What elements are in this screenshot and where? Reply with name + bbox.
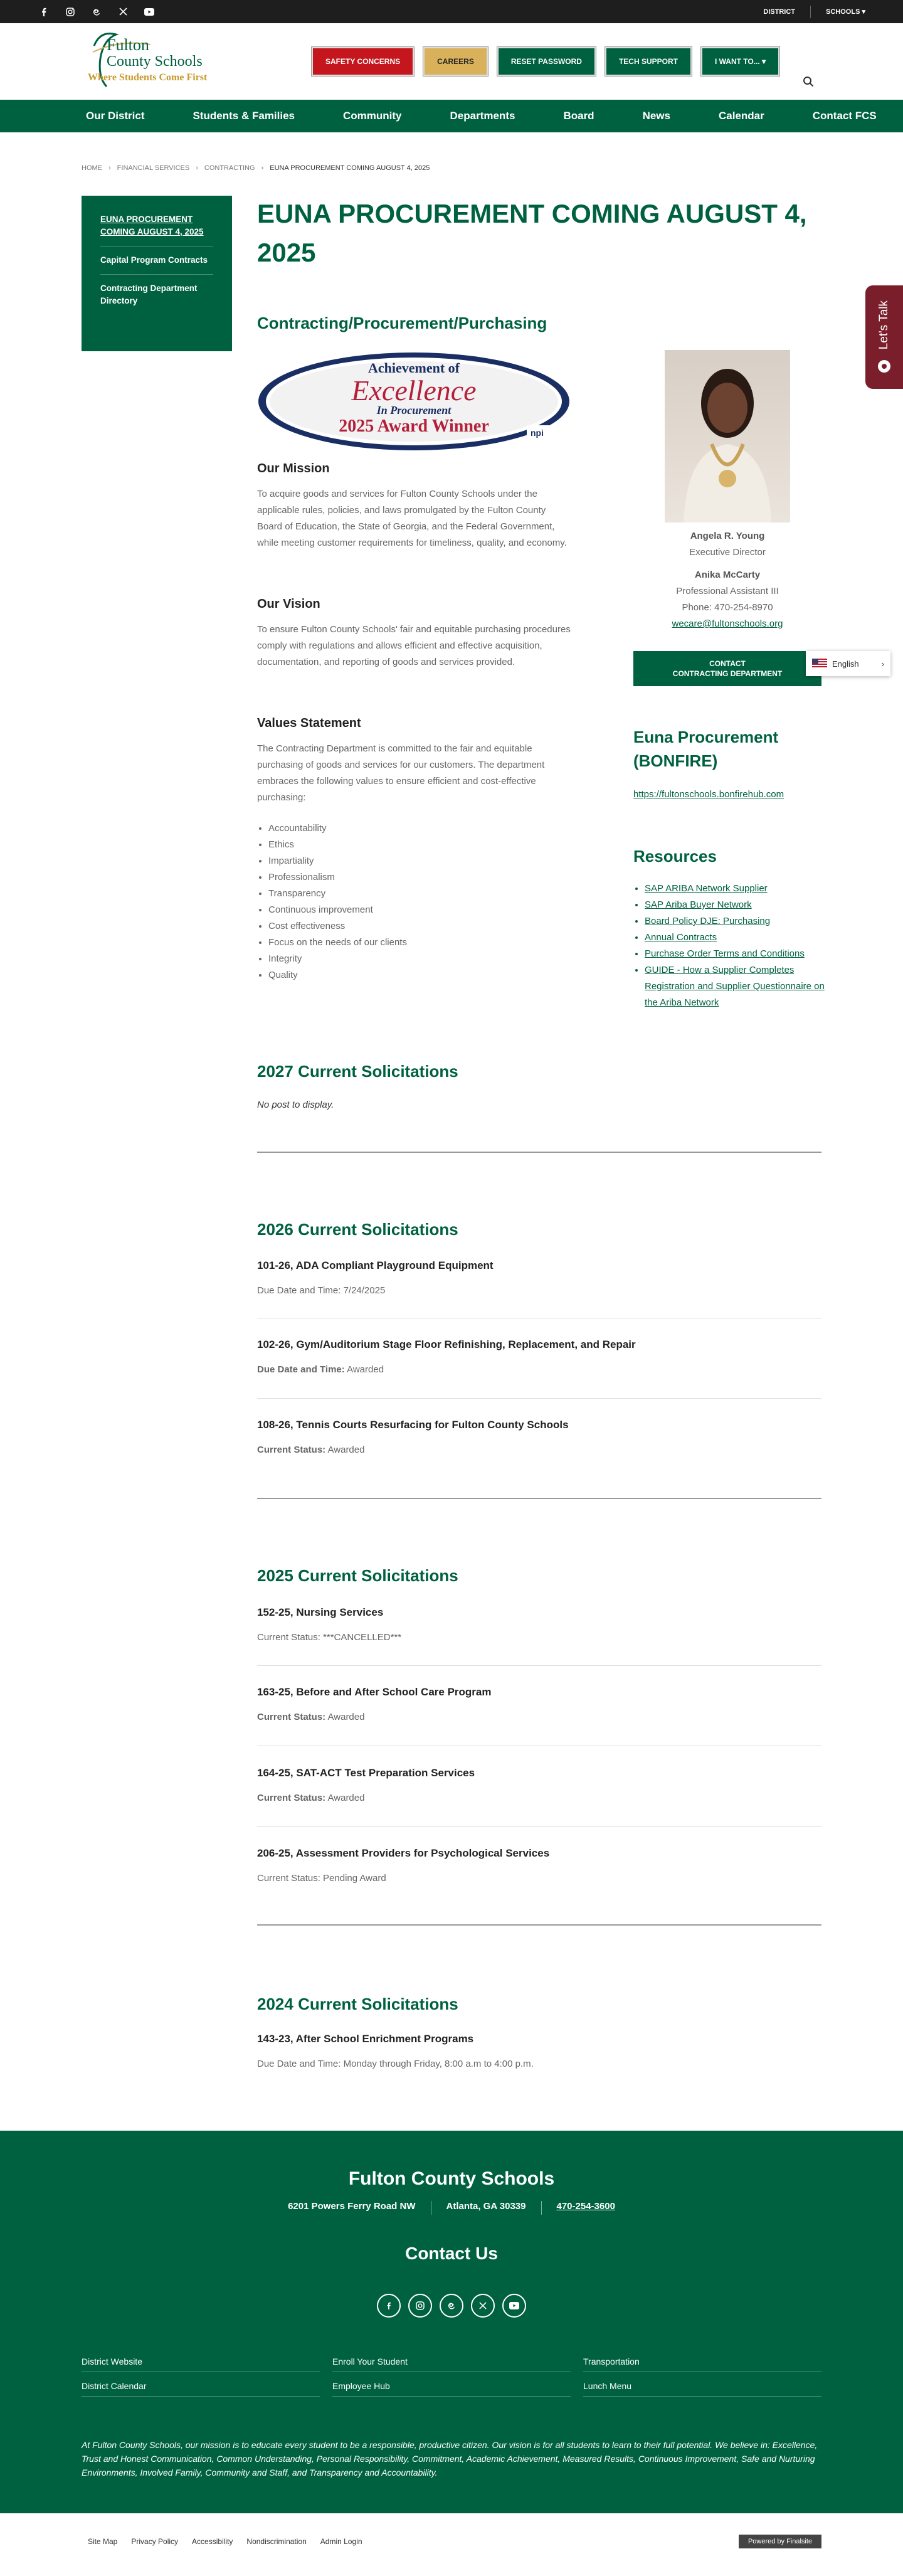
i-want-to-dropdown[interactable]: I WANT TO... ▾ — [701, 47, 779, 76]
solicitation-status: Due Date and Time: 7/24/2025 — [257, 1285, 386, 1296]
lets-talk-label: Let's Talk — [877, 300, 890, 350]
list-item: • Continuous improvement — [268, 902, 407, 918]
solicitation-status — [257, 1364, 384, 1375]
social-links — [38, 6, 156, 18]
solicitation-status: Current Status: Pending Award — [257, 1873, 386, 1884]
breadcrumb-current: EUNA PROCUREMENT COMING AUGUST 4, 2025 — [270, 164, 430, 172]
facebook-icon[interactable] — [377, 2294, 401, 2318]
mission-heading: Our Mission — [257, 462, 330, 475]
nav-contact-fcs[interactable]: Contact FCS — [812, 110, 877, 122]
divider — [810, 6, 811, 18]
reset-password-button[interactable]: RESET PASSWORD — [497, 47, 596, 76]
chevron-right-icon: › — [196, 164, 198, 172]
solicitations-2025-heading: 2025 Current Solicitations — [257, 1566, 458, 1585]
utility-links — [763, 6, 865, 18]
status-label: Current Status: — [257, 1444, 326, 1455]
nav-departments[interactable]: Departments — [450, 110, 515, 122]
language-label: English — [832, 659, 859, 669]
instagram-icon[interactable] — [408, 2294, 432, 2318]
side-item-euna-procurement[interactable]: EUNA PROCUREMENT COMING AUGUST 4, 2025 — [100, 213, 213, 246]
chevron-right-icon: › — [108, 164, 111, 172]
award-line-2: Excellence — [351, 374, 477, 406]
footer-title: Fulton County Schools — [348, 2168, 555, 2189]
breadcrumb-financial-services[interactable]: FINANCIAL SERVICES — [117, 164, 190, 172]
section-side-menu — [82, 196, 232, 351]
facebook-icon[interactable] — [38, 6, 50, 18]
footer-contact-heading: Contact Us — [405, 2244, 498, 2263]
npi-badge: npi — [531, 428, 544, 438]
divider — [541, 2201, 542, 2215]
side-item-capital-program[interactable]: Capital Program Contracts — [100, 246, 213, 275]
footer-mission: At Fulton County Schools, our mission is to educate every student to be a responsible, productive citizen. Our vision is for all students to learn to their full potential. We believe in: Excellence, Trust and Honest Communication, Common Understanding, Personal Responsibility, Commitment, Academic Achievement, Measured Results, Continuous Improvement, Safe and Nurturing Environments, Involved Family, Community and Staff, and Transparency and Accountability. — [82, 2440, 818, 2478]
values-text: The Contracting Department is committed to the fair and equitable purchasing of goods and services for our customers. The department embraces the following values to ensure efficient and cost-effective purchasing: — [257, 743, 545, 803]
divider — [257, 1498, 821, 1499]
resource-link[interactable]: • SAP ARIBA Network Supplier — [645, 881, 833, 897]
values-list — [268, 820, 407, 983]
instagram-icon[interactable] — [64, 6, 77, 18]
vision-text: To ensure Fulton County Schools' fair and equitable purchasing procedures comply with regulations and allows efficient and effective acquisition, documentation, and reporting of goods and services provided. — [257, 624, 571, 667]
nav-news[interactable]: News — [642, 110, 670, 122]
award-line-4: 2025 Award Winner — [339, 416, 489, 436]
solicitation-status — [257, 1444, 364, 1455]
values-heading: Values Statement — [257, 716, 361, 730]
solicitation-status: Due Date and Time: Monday through Friday, 8:00 a.m to 4:00 p.m. — [257, 2059, 534, 2069]
divider — [257, 1152, 821, 1153]
logo-tagline: Where Students Come First — [88, 72, 208, 83]
resources-list — [645, 881, 833, 1011]
district-logo[interactable] — [82, 27, 213, 96]
bottom-links — [88, 2537, 362, 2546]
chevron-right-icon: › — [261, 164, 264, 172]
euna-heading: Euna Procurement (BONFIRE) — [633, 728, 779, 770]
list-item: • Accountability — [268, 820, 407, 837]
status-value: Awarded — [347, 1364, 384, 1375]
solicitation-title[interactable]: 102-26, Gym/Auditorium Stage Floor Refinishing, Replacement, and Repair — [257, 1338, 636, 1350]
contact-button-line-1: CONTACT — [709, 659, 746, 668]
solicitation-status — [257, 1793, 364, 1803]
divider — [257, 1398, 821, 1399]
staff-name-1: Angela R. Young — [690, 531, 765, 541]
list-item: • Ethics — [268, 837, 407, 853]
list-item: • Integrity — [268, 951, 407, 967]
staff-photo — [665, 350, 790, 522]
nondiscrimination-link[interactable]: Nondiscrimination — [246, 2537, 307, 2546]
privacy-policy-link[interactable]: Privacy Policy — [131, 2537, 179, 2546]
page-title: EUNA PROCUREMENT COMING AUGUST 4, 2025 — [257, 199, 807, 267]
section-subtitle: Contracting/Procurement/Purchasing — [257, 314, 547, 332]
site-footer — [0, 2131, 903, 2513]
threads-icon[interactable] — [90, 6, 103, 18]
solicitation-status: Current Status: ***CANCELLED*** — [257, 1632, 402, 1643]
footer-link-enroll[interactable]: Enroll Your Student — [332, 2356, 571, 2372]
nav-community[interactable]: Community — [343, 110, 402, 122]
list-item: • Impartiality — [268, 853, 407, 869]
solicitation-title[interactable]: 152-25, Nursing Services — [257, 1606, 384, 1618]
divider — [257, 1665, 821, 1666]
status-label: Current Status: — [257, 1793, 326, 1803]
utility-bar — [0, 0, 903, 23]
bottom-bar — [0, 2513, 903, 2576]
solicitation-title[interactable]: 164-25, SAT-ACT Test Preparation Services — [257, 1767, 475, 1779]
bonfire-link[interactable]: https://fultonschools.bonfirehub.com — [633, 789, 784, 800]
side-item-directory[interactable]: Contracting Department Directory — [100, 284, 198, 305]
solicitation-title[interactable]: 163-25, Before and After School Care Program — [257, 1686, 492, 1698]
no-posts-text: No post to display. — [257, 1100, 334, 1110]
youtube-icon[interactable] — [502, 2294, 526, 2318]
solicitations-2027-heading: 2027 Current Solicitations — [257, 1062, 458, 1081]
list-item: • Transparency — [268, 886, 407, 902]
nav-our-district[interactable]: Our District — [86, 110, 145, 122]
status-value: Awarded — [327, 1712, 365, 1722]
resource-link[interactable]: • Purchase Order Terms and Conditions — [645, 946, 833, 962]
footer-street: 6201 Powers Ferry Road NW — [288, 2201, 416, 2212]
careers-button[interactable]: CAREERS — [423, 47, 488, 76]
award-banner — [257, 351, 571, 452]
contact-button-line-2: CONTRACTING DEPARTMENT — [672, 669, 783, 678]
district-link[interactable]: DISTRICT — [763, 8, 796, 16]
vision-heading: Our Vision — [257, 597, 320, 611]
staff-contact — [633, 528, 821, 632]
resource-link[interactable]: • SAP Ariba Buyer Network — [645, 897, 833, 913]
solicitation-title[interactable]: 206-25, Assessment Providers for Psychological Services — [257, 1847, 550, 1859]
x-icon[interactable] — [117, 6, 129, 18]
status-label: Current Status: — [257, 1712, 326, 1722]
resource-link[interactable]: • GUIDE - How a Supplier Completes Registration and Supplier Questionnaire on the Ariba Network — [645, 962, 833, 1011]
solicitation-title[interactable]: 101-26, ADA Compliant Playground Equipment — [257, 1259, 494, 1271]
solicitations-2024-heading: 2024 Current Solicitations — [257, 1995, 458, 2013]
staff-phone: Phone: 470-254-8970 — [682, 602, 773, 613]
accessibility-link[interactable]: Accessibility — [192, 2537, 233, 2546]
resources-heading: Resources — [633, 847, 717, 866]
nav-board[interactable]: Board — [563, 110, 594, 122]
nav-students-families[interactable]: Students & Families — [193, 110, 295, 122]
footer-link-employee-hub[interactable]: Employee Hub — [332, 2381, 571, 2397]
status-value: Awarded — [327, 1793, 365, 1803]
breadcrumb-home[interactable]: HOME — [82, 164, 102, 172]
contact-department-button[interactable] — [633, 651, 821, 686]
breadcrumb — [82, 164, 430, 172]
breadcrumb-contracting[interactable]: CONTRACTING — [204, 164, 255, 172]
list-item: • Focus on the needs of our clients — [268, 935, 407, 951]
chevron-right-icon: › — [881, 659, 884, 669]
staff-title-1: Executive Director — [689, 547, 766, 558]
x-icon[interactable] — [471, 2294, 495, 2318]
staff-email[interactable]: wecare@fultonschools.org — [672, 618, 783, 629]
lets-talk-tab[interactable] — [865, 285, 903, 389]
site-map-link[interactable]: Site Map — [88, 2537, 118, 2546]
nav-calendar[interactable]: Calendar — [718, 110, 764, 122]
logo-line-2: County Schools — [107, 53, 203, 70]
powered-by-badge[interactable]: Powered by Finalsite — [739, 2535, 821, 2548]
logo-line-1: Fulton — [107, 36, 149, 54]
solicitation-title[interactable]: 143-23, After School Enrichment Programs — [257, 2033, 474, 2045]
resource-link[interactable]: • Annual Contracts — [645, 930, 833, 946]
list-item: • Cost effectiveness — [268, 918, 407, 935]
list-item: • Professionalism — [268, 869, 407, 886]
header-buttons — [312, 47, 779, 76]
language-selector[interactable] — [806, 651, 890, 676]
status-value: Awarded — [327, 1444, 365, 1455]
footer-social-links — [0, 2294, 903, 2318]
footer-links — [82, 2356, 821, 2397]
solicitation-title[interactable]: 108-26, Tennis Courts Resurfacing for Fulton County Schools — [257, 1419, 569, 1431]
threads-icon[interactable] — [440, 2294, 463, 2318]
staff-name-2: Anika McCarty — [694, 570, 761, 580]
footer-link-district-website[interactable]: District Website — [82, 2356, 320, 2372]
search-icon[interactable] — [803, 76, 816, 90]
footer-address — [0, 2201, 903, 2215]
award-line-1: Achievement of — [367, 360, 460, 376]
footer-phone[interactable]: 470-254-3600 — [556, 2201, 615, 2212]
footer-city: Atlanta, GA 30339 — [446, 2201, 526, 2212]
us-flag-icon — [812, 659, 827, 669]
divider — [257, 1924, 821, 1926]
award-line-3: In Procurement — [376, 404, 452, 416]
resource-link[interactable]: • Board Policy DJE: Purchasing — [645, 913, 833, 930]
footer-link-calendar[interactable]: District Calendar — [82, 2381, 320, 2397]
schools-dropdown[interactable]: SCHOOLS ▾ — [826, 8, 865, 16]
youtube-icon[interactable] — [143, 6, 156, 18]
solicitations-2026-heading: 2026 Current Solicitations — [257, 1220, 458, 1239]
footer-link-transportation[interactable]: Transportation — [583, 2356, 821, 2372]
safety-concerns-button[interactable]: SAFETY CONCERNS — [312, 47, 414, 76]
footer-link-lunch-menu[interactable]: Lunch Menu — [583, 2381, 821, 2397]
main-nav — [0, 100, 903, 132]
chat-icon — [877, 359, 892, 374]
admin-login-link[interactable]: Admin Login — [320, 2537, 362, 2546]
divider — [257, 1826, 821, 1827]
list-item: • Quality — [268, 967, 407, 983]
site-header — [0, 23, 903, 100]
staff-title-2: Professional Assistant III — [676, 586, 779, 596]
solicitation-status — [257, 1712, 364, 1722]
mission-text: To acquire goods and services for Fulton County Schools under the applicable rules, policies, and laws promulgated by the Fulton County Board of Education, the State of Georgia, and the Federal Government, while meeting customer requirements for timeliness, quality, and economy. — [257, 489, 567, 548]
tech-support-button[interactable]: TECH SUPPORT — [605, 47, 692, 76]
status-label: Due Date and Time: — [257, 1364, 345, 1375]
